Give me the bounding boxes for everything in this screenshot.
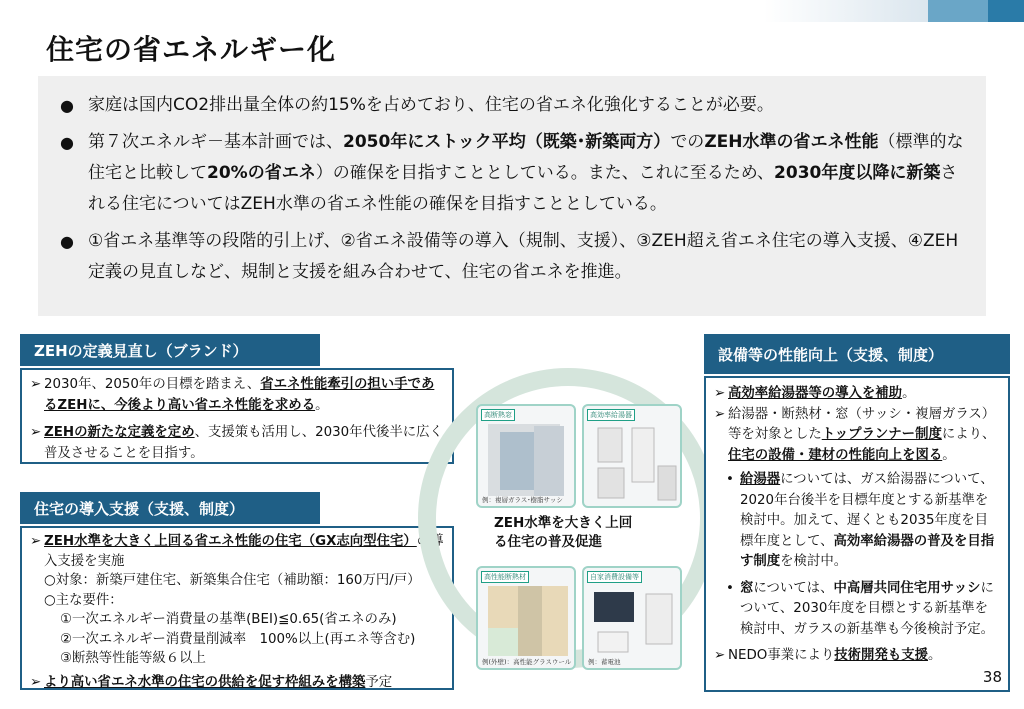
window-illustration-icon [478, 406, 576, 508]
zeh-def-item-1: ➢ 2030年、2050年の目標を踏まえ、省エネ性能牽引の担い手であるZEHに、今後より高い省エネ性能を求める。 [30, 377, 435, 413]
support-header: 住宅の導入支援（支援、制度） [20, 492, 320, 524]
support-target: ○対象：新築戸建住宅、新築集合住宅（補助額：160万円/戸） [44, 573, 421, 588]
zeh-def-body [20, 368, 454, 464]
summary-bullet-3: ● ①省エネ基準等の段階的引上げ、②省エネ設備等の導入（規制、支援）、③ZEH超え省エネ住宅の導入支援、④ZEH定義の見直しなど、規制と支援を組み合わせて、住宅の省エネを推進。 [60, 226, 964, 288]
support-item-1: ➢ ZEH水準を大きく上回る省エネ性能の住宅（GX志向型住宅）の導入支援を実施 [30, 534, 444, 569]
equip-item-2: ➢ 給湯器・断熱材・窓（サッシ・複層ガラス）等を対象としたトップランナー制度により、住宅の設備・建材の性能向上を図る。 [714, 406, 996, 463]
zeh-def-header: ZEHの定義見直し（ブランド） [20, 334, 320, 366]
summary-bullet-1: ● 家庭は国内CO2排出量全体の約15%を占めており、住宅の省エネ化強化することが必要。 [60, 90, 964, 121]
summary-bullet-2: ● 第７次エネルギ－基本計画では、2050年にストック平均（既築･新築両方）でのZEH水準の省エネ性能（標準的な住宅と比較して20%の省エネ）の確保を目指すこととしている。また、これに至るため、2030年度以降に新築される住宅についてはZEH水準の省エネ性能の確保を目指すこととしている。 [60, 127, 964, 220]
equip-item-3: ➢ NEDO事業により技術開発も支援。 [714, 648, 942, 663]
support-item-2: ➢ より高い省エネ水準の住宅の供給を促す枠組みを構築予定 [30, 674, 393, 690]
bullet-dot-icon: ● [60, 96, 74, 115]
equip-sub-1: • 給湯器については、ガス給湯器について、2020年台後半を目標年度とする新基準を検討中。加えて、遅くとも2035年度を目標年度として、高効率給湯器の普及を目指す制度を検討中。 [726, 472, 995, 569]
equip-header: 設備等の性能向上（支援、制度） [704, 334, 1010, 374]
equip-item-1: ➢ 高効率給湯器等の導入を補助。 [714, 386, 916, 401]
support-requirements-label: ○主な要件： [44, 592, 123, 608]
photo-water-heater: 高効率給湯器 [582, 404, 682, 508]
zeh-def-item-2: ➢ ZEHの新たな定義を定め、支援策も活用し、2030年代後半に広く普及させることを目指す。 [30, 425, 443, 461]
support-req-2: ②一次エネルギー消費量削減率 100%以上(再エネ等含む) [60, 631, 416, 647]
center-caption: ZEH水準を大きく上回る住宅の普及促進 [494, 515, 633, 550]
support-req-1: ①一次エネルギー消費量の基準(BEI)≦0.65(省エネのみ) [60, 612, 397, 627]
photo-window: 高断熱窓 例：複層ガラス･樹脂サッシ [476, 404, 576, 508]
insulation-illustration-icon [478, 568, 576, 670]
photo-insulation: 高性能断熱材 例(外壁)：高性能グラスウール [476, 566, 576, 670]
bullet-dot-icon: ● [60, 232, 74, 251]
header-decoration [764, 0, 1024, 22]
equip-body [704, 376, 1010, 692]
support-req-3: ③断熱等性能等級６以上 [60, 651, 206, 666]
equip-sub-2: • 窓については、中高層共同住宅用サッシについて、2030年度を目標とする新基準を検討中、ガラスの新基準も今後検討予定。 [726, 580, 995, 637]
page-number: 38 [982, 668, 1002, 686]
water-heater-illustration-icon [584, 406, 682, 508]
photo-solar-battery: 自家消費設備等 例：蓄電池 [582, 566, 682, 670]
bullet-dot-icon: ● [60, 133, 74, 152]
page-title: 住宅の省エネルギー化 [46, 33, 337, 66]
solar-battery-illustration-icon [584, 568, 682, 670]
support-body [20, 526, 454, 690]
summary-box [38, 76, 986, 316]
